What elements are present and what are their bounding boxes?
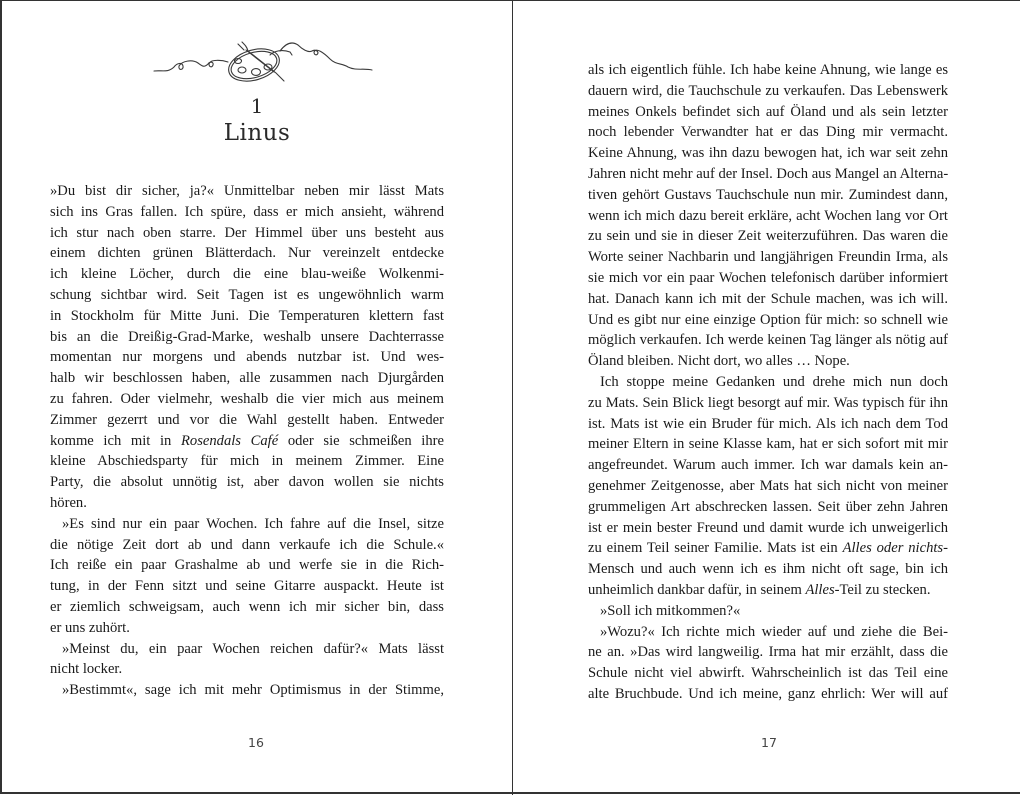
text-line: »Soll ich mitkommen?«: [600, 602, 741, 619]
text-line: »Du bist dir sicher, ja?« Unmittelbar neben mir lässt Mats: [50, 183, 444, 199]
text-line: hat. Danach kann ich mit der Schule machen, was ich will.: [588, 290, 948, 307]
text-line: komme ich mit in Rosendals Café oder sie schmeißen ihre: [50, 432, 444, 449]
text-line: kleine Abschiedsparty für mich in meinem Zimmer. Eine: [50, 453, 444, 470]
text-line: sich ins Gras fallen. Ich spüre, dass er mich ansieht, während: [50, 203, 444, 220]
text-line: schung sichtbar wird. Seit Tagen ist es ungewöhnlich warm: [50, 286, 444, 303]
text-line: halb wir beschlossen haben, alle zusammen nach Djurgården: [50, 370, 444, 387]
text-line: grummeligen Art abschrecken lassen. Seit über zehn Jahren: [588, 498, 948, 515]
text-line: tiven gehört Gustavs Tauchschule nun mir. Zumindest dann,: [588, 186, 948, 203]
text-line: zu Mats. Sein Blick liegt besorgt auf mir. Was typisch für ihn: [588, 394, 948, 411]
text-line: zu einem Teil seiner Familie. Mats ist ein Alles oder nichts-: [588, 540, 948, 557]
text-line: Party, die absolut unnötig ist, aber davon wollen sie nichts: [50, 474, 444, 491]
right-page: [513, 1, 1020, 795]
left-page-body-text: [50, 181, 444, 701]
text-line: dauern wird, die Tauchschule zu verkaufen. Das Lebenswerk: [588, 82, 948, 99]
text-line: noch lebender Verwandter hat er das Ding mir vermacht.: [588, 124, 948, 141]
text-line: ich kleine Löcher, durch die eine blau-weiße Wolkenmi-: [50, 266, 444, 283]
text-line: ist er mein bester Freund und damit wurde ich unweigerlich: [588, 519, 948, 536]
text-line: bis an die Dreißig-Grad-Marke, weshalb unsere Dachterrasse: [50, 328, 444, 345]
italic-title: Alles oder nichts: [842, 540, 944, 557]
text-line: ich stur nach oben starre. Der Himmel über uns besteht aus: [50, 224, 444, 241]
text-line: Und es gibt nur eine einzige Option für mich: so schnell wie: [588, 311, 948, 328]
text-line: hören.: [50, 494, 87, 511]
text-line: meines Onkels befindet sich auf Öland und als sein letzter: [588, 103, 948, 120]
text-line: in Stockholm für Mitte Juni. Die Temperaturen klettern fast: [50, 307, 444, 324]
text-line: Mensch und auch wenn ich es ihm nicht oft sage, bin ich: [588, 561, 948, 578]
chapter-title: Linus: [223, 120, 291, 146]
text-line: wenn ich mich dazu bereit erkläre, acht Wochen lang vor Ort: [588, 207, 948, 224]
text-line: »Meinst du, ein paar Wochen reichen dafür?« Mats lässt: [62, 640, 444, 657]
text-line: er uns zuhört.: [50, 619, 130, 636]
text-line: alte Bruchbude. Und ich meine, ganz ehrlich: Wer will auf: [588, 685, 948, 702]
text-line: genehmer Zeitgenosse, aber Mats hat sich nicht von meiner: [588, 477, 948, 494]
text-line: Jahren nicht mehr auf der Insel. Doch aus Mangel an Alterna-: [588, 165, 949, 182]
text-line: sie mich vor ein paar Wochen telefonisch darüber informiert: [588, 269, 948, 286]
text-line: zu fahren. Oder vielmehr, weshalb die vier mich aus meinem: [50, 390, 444, 407]
text-line: »Bestimmt«, sage ich mit mehr Optimismus in der Stimme,: [62, 682, 444, 699]
palette-brush-icon: [152, 37, 374, 89]
text-line: als ich eigentlich fühle. Ich habe keine Ahnung, wie lange es: [588, 62, 948, 78]
left-page: [2, 1, 512, 795]
italic-title: Rosendals Café: [180, 432, 279, 449]
italic-title: Alles: [805, 581, 835, 598]
text-line: unheimlich dankbar dafür, in seinem Alles-Teil zu stecken.: [588, 581, 931, 598]
text-line: Schule nicht viel abwirft. Wahrscheinlich ist das Teil eine: [588, 665, 948, 682]
text-line: Ich reiße ein paar Grashalme ab und werfe sie in die Rich-: [50, 557, 444, 574]
text-line: ne an. »Das wird langweilig. Irma hat mir erzählt, dass die: [588, 644, 948, 661]
text-line: möglich verkaufen. Ich werde keinen Tag länger als nötig auf: [588, 332, 948, 349]
text-line: Öland bleiben. Nicht dort, wo alles … Nope.: [588, 353, 850, 370]
text-line: angefreundet. Warum auch immer. Ich war damals kein an-: [588, 457, 948, 474]
text-line: Zimmer gezerrt und vor die Wahl gestellt haben. Entweder: [50, 411, 444, 428]
text-line: nicht locker.: [50, 661, 123, 678]
text-line: momentan nur morgens und abends nutzbar ist. Und wes-: [50, 349, 444, 366]
text-line: Keine Ahnung, was ihn dazu bewogen hat, ich war seit zehn: [588, 145, 948, 162]
page-number-right: 17: [761, 735, 777, 750]
text-line: er ziemlich schweigsam, auch wenn ich mir sicher bin, dass: [50, 598, 444, 615]
text-line: Ich stoppe meine Gedanken und drehe mich nun doch: [600, 373, 948, 390]
chapter-number: 1: [250, 94, 264, 118]
text-line: meiner Eltern in seine Klasse kam, hat er sich sofort mit mir: [588, 436, 948, 453]
text-line: tung, in der Fenn sitzt und seine Gitarre auspackt. Heute ist: [50, 578, 444, 595]
page-number-left: 16: [248, 735, 264, 750]
text-line: Worte seiner Nachbarin und langjährigen Freundin Irma, als: [588, 249, 948, 266]
text-line: »Wozu?« Ich richte mich wieder auf und ziehe die Bei-: [600, 623, 948, 640]
text-line: zu sein und sie in dieser Zeit weiterzuführen. Das waren die: [588, 228, 948, 245]
text-line: einem dichten grünen Blätterdach. Nur vereinzelt entdecke: [50, 245, 444, 262]
right-page-body-text: [588, 60, 948, 705]
text-line: »Es sind nur ein paar Wochen. Ich fahre auf die Insel, sitze: [62, 515, 444, 532]
text-line: die nötige Zeit dort ab und dann verkaufe ich die Schule.«: [50, 536, 444, 553]
text-line: ist. Mats ist wie ein Bruder für mich. Als ich nach dem Tod: [588, 415, 948, 432]
